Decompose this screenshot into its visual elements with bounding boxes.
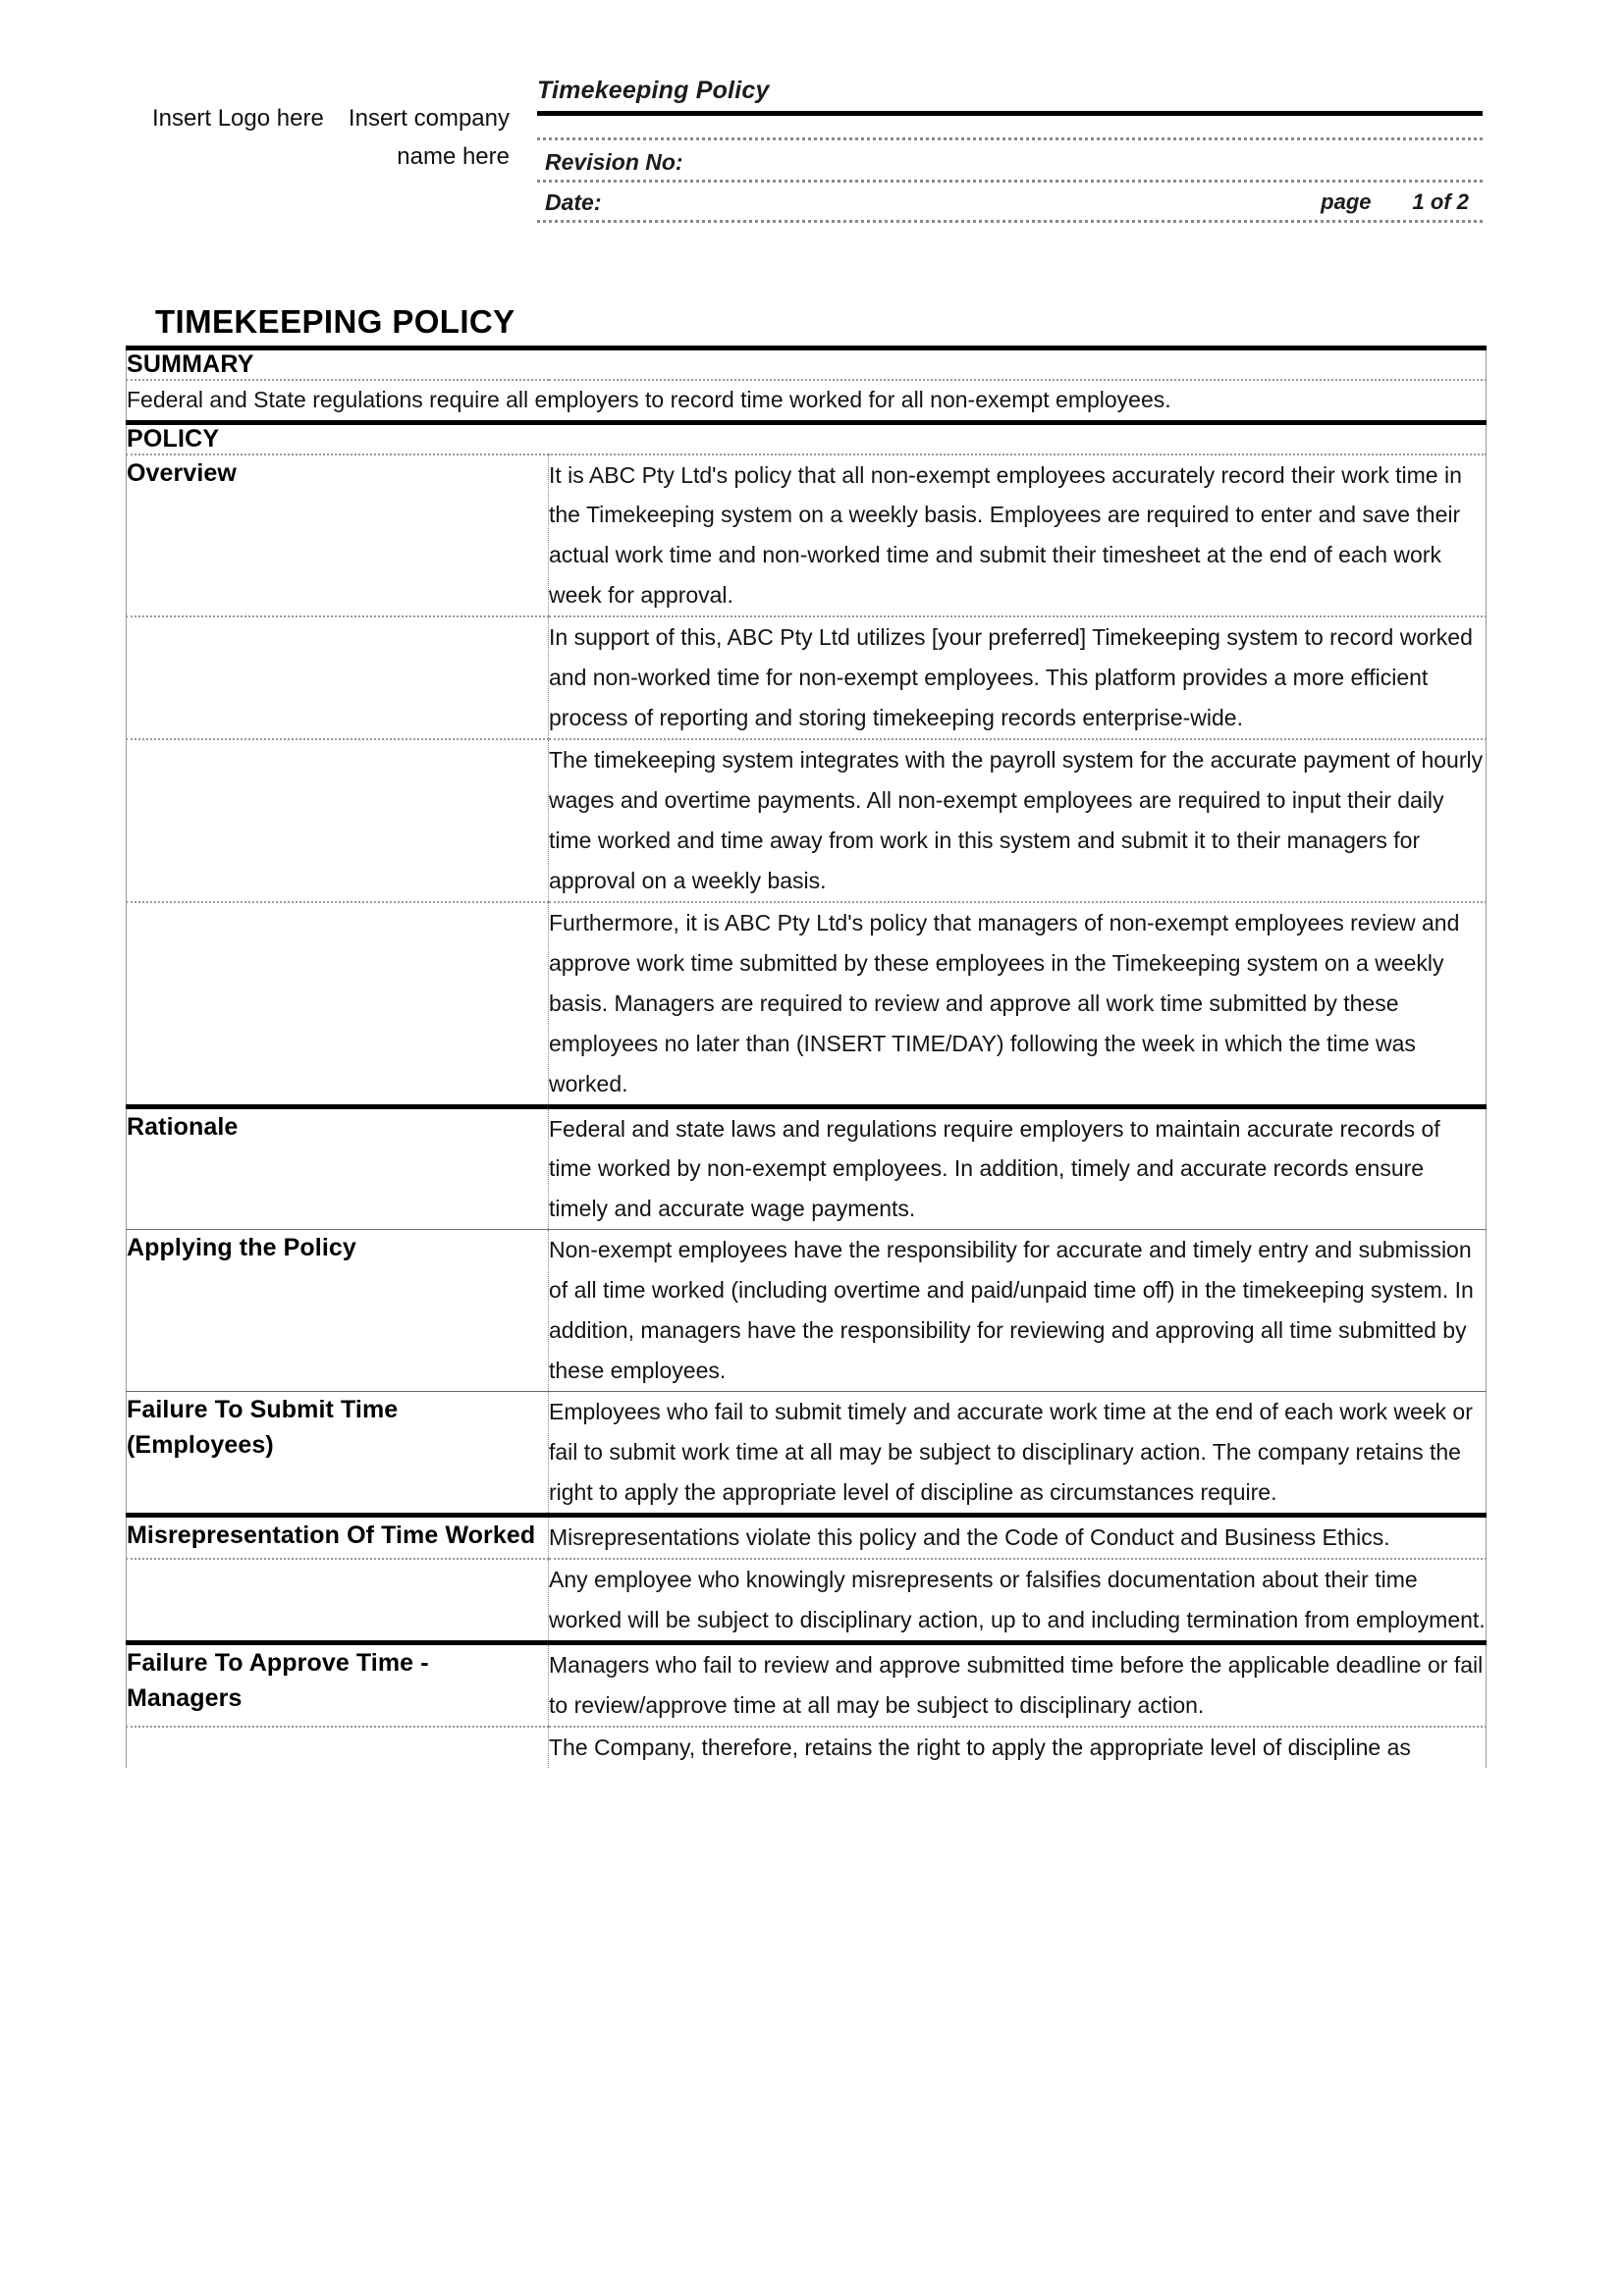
summary-text: Federal and State regulations require all employers to record time worked for all non-exempt employees. [127,380,1487,422]
table-row-summary-text [127,380,1487,422]
logo-placeholder: Insert Logo here [152,105,324,132]
header-date-row [537,183,1483,220]
row-label-rationale: Rationale [127,1106,549,1230]
revision-number-label: Revision No: [545,149,683,175]
row-body-failure-to-approve-time: Managers who fail to review and approve submitted time before the applicable deadline or fail to review/approve time at all may be subject to disciplinary action. [549,1642,1487,1726]
table-row-policy-heading [127,422,1487,454]
page-indicator [1321,189,1483,216]
row-body-applying-the-policy: Non-exempt employees have the responsibility for accurate and timely entry and submission of all time worked (including overtime and paid/unpaid time off) in the timekeeping system. In addition, managers have the responsibility for reviewing and approving all time submitted by these employees. [549,1230,1487,1392]
row-body-falsification: Any employee who knowingly misrepresents or falsifies documentation about their time worked will be subject to disciplinary action, up to and including termination from employment. [549,1559,1487,1642]
row-body-manager-approval: Furthermore, it is ABC Pty Ltd's policy that managers of non-exempt employees review and approve work time submitted by these employees in the Timekeeping system on a weekly basis. Managers are required to review and approve all work time submitted by these employees no later than (INSERT TIME/DAY) following the week in which the time was worked. [549,902,1487,1106]
row-label-applying-the-policy: Applying the Policy [127,1230,549,1392]
policy-table [126,346,1487,1768]
row-label-misrepresentation-of-time-worked: Misrepresentation Of Time Worked [127,1515,549,1558]
table-row [127,1392,1487,1516]
page-title: TIMEKEEPING POLICY [155,303,515,340]
page-value: 1 of 2 [1412,189,1469,214]
header-right-block [515,77,1483,223]
row-label-empty [127,1727,549,1768]
row-body-misrepresentation: Misrepresentations violate this policy and the Code of Conduct and Business Ethics. [549,1515,1487,1558]
summary-heading: SUMMARY [127,348,1487,381]
table-row-summary-heading [127,348,1487,381]
row-body-company-discipline: The Company, therefore, retains the right to apply the appropriate level of discipline as [549,1727,1487,1768]
table-row [127,1515,1487,1558]
table-row [127,616,1487,739]
row-body-overview: It is ABC Pty Ltd's policy that all non-exempt employees accurately record their work time in the Timekeeping system on a weekly basis. Employees are required to enter and save their actual work time and non-worked time and submit their timesheet at the end of each work week for approval. [549,454,1487,617]
header-document-title: Timekeeping Policy [537,77,770,104]
row-label-empty [127,616,549,739]
table-row [127,454,1487,617]
row-label-empty [127,1559,549,1642]
row-label-empty [127,902,549,1106]
table-row [127,1727,1487,1768]
table-row [127,1642,1487,1726]
table-row [127,1559,1487,1642]
date-label: Date: [545,189,602,215]
table-row [127,1106,1487,1230]
row-label-failure-to-approve-time-managers: Failure To Approve Time - Managers [127,1642,549,1726]
policy-heading: POLICY [127,422,1487,454]
row-label-overview: Overview [127,454,549,617]
document-header [152,77,1483,223]
page-label: page [1321,189,1372,214]
table-row [127,1230,1487,1392]
table-row [127,902,1487,1106]
row-body-failure-to-submit-time: Employees who fail to submit timely and accurate work time at the end of each work week or fail to submit work time at all may be subject to disciplinary action. The company retains the right to apply the appropriate level of discipline as circumstances require. [549,1392,1487,1516]
row-label-failure-to-submit-time: Failure To Submit Time (Employees) [127,1392,549,1516]
header-spacer [537,116,1483,137]
row-body-rationale: Federal and state laws and regulations require employers to maintain accurate records of time worked by non-exempt employees. In addition, timely and accurate records ensure timely and accurate wage payments. [549,1106,1487,1230]
header-rule-dotted-3 [537,220,1483,223]
row-label-empty [127,739,549,902]
row-body-support: In support of this, ABC Pty Ltd utilizes [your preferred] Timekeeping system to record worked and non-worked time for non-exempt employees. This platform provides a more efficient process of reporting and storing timekeeping records enterprise-wide. [549,616,1487,739]
row-body-payroll-integration: The timekeeping system integrates with the payroll system for the accurate payment of hourly wages and overtime payments. All non-exempt employees are required to input their daily time worked and time away from work in this system and submit it to their managers for approval on a weekly basis. [549,739,1487,902]
company-name-placeholder: Insert company name here [348,105,510,170]
table-row [127,739,1487,902]
